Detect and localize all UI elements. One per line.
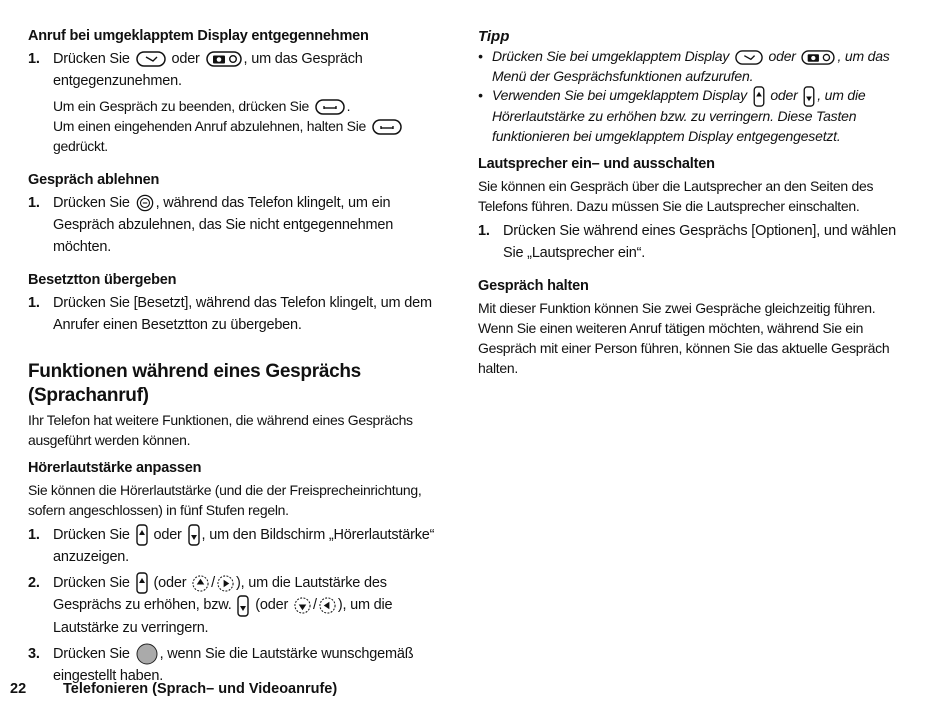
note-text: gedrückt. [53, 138, 108, 154]
camera-key-icon [206, 51, 242, 67]
nav-down-icon [294, 597, 311, 614]
step-volume-1 [28, 524, 438, 568]
note-text: . [346, 98, 351, 114]
step-number: 1. [478, 223, 490, 239]
volume-down-key-icon [237, 595, 249, 617]
step-text: ), um die Lautstärke des Gesprächs zu erhöhen, bzw. [53, 575, 387, 614]
heading-hold-call: Gespräch halten [478, 278, 589, 294]
nav-right-icon [217, 575, 234, 592]
intro-speaker: Sie können ein Gespräch über die Lautsprecher an den Seiten des Telefons führen. Dazu müssen Sie die Lautsprecher einschalten. [478, 178, 874, 214]
note-text: Um ein Gespräch zu beenden, drücken Sie [53, 98, 310, 114]
tip-text: , um das Menü der Gesprächsfunktionen aufzurufen. [492, 48, 890, 84]
step-text: , wenn Sie die Lautstärke wunschgemäß eingestellt haben. [53, 645, 414, 684]
step-speaker [478, 220, 898, 264]
call-key-icon [735, 50, 763, 65]
tip-text: oder [768, 48, 796, 64]
step-text: , um den Bildschirm „Hörerlautstärke“ anzuzeigen. [53, 527, 435, 566]
intro-volume: Sie können die Hörerlautstärke (und die der Freisprecheinrichtung, sofern angeschlossen) in fünf Stufen regeln. [28, 482, 422, 518]
reject-key-icon [136, 194, 154, 212]
step-text: Drücken Sie [53, 645, 130, 662]
heading-reject-call: Gespräch ablehnen [28, 172, 160, 188]
step-number: 2. [28, 575, 40, 592]
tip-text: Drücken Sie bei umgeklapptem Display [492, 48, 730, 64]
end-call-key-icon [372, 119, 402, 135]
end-call-key-icon [315, 99, 345, 115]
page-footer [10, 681, 337, 697]
heading-volume: Hörerlautstärke anpassen [28, 460, 202, 476]
step-text: oder [171, 51, 200, 67]
volume-up-key-icon [136, 572, 148, 594]
step-text: , um das Gespräch entgegenzunehmen. [53, 51, 363, 89]
step-answer [28, 48, 438, 92]
step-text: ), um die Lautstärke zu verringern. [53, 597, 393, 636]
heading-busy-tone: Besetztton übergeben [28, 272, 177, 288]
heading-speaker: Lautsprecher ein– und ausschalten [478, 156, 715, 172]
note-end-reject [53, 96, 438, 156]
step-text: oder [153, 527, 182, 543]
tip-text: oder [770, 87, 798, 104]
step-text: Drücken Sie [53, 527, 130, 543]
volume-down-key-icon [803, 86, 815, 107]
left-column [28, 28, 438, 691]
step-number: 3. [28, 645, 40, 662]
tip-heading: Tipp [478, 28, 510, 45]
step-reject [28, 192, 438, 258]
bullet: • [478, 87, 483, 103]
page-number: 22 [10, 681, 27, 697]
nav-left-icon [319, 597, 336, 614]
note-text: Um einen eingehenden Anruf abzulehnen, halten Sie [53, 118, 366, 134]
heading-functions-during-call: Funktionen während eines Gesprächs (Sprachanruf) [28, 361, 361, 406]
step-busy [28, 292, 438, 336]
step-text: / [211, 575, 216, 592]
volume-down-key-icon [188, 524, 200, 546]
step-text: Drücken Sie [53, 195, 130, 211]
center-key-icon [136, 643, 158, 665]
step-text: , während das Telefon klingelt, um ein Gespräch abzulehnen, das Sie nicht entgegennehmen möchten. [53, 195, 394, 255]
step-text: Drücken Sie [Besetzt], während das Telefon klingelt, um dem Anrufer einen Besetztton zu übergeben. [53, 295, 432, 333]
tip-text: Verwenden Sie bei umgeklapptem Display [492, 87, 747, 104]
step-text: (oder [153, 575, 187, 592]
step-number: 1. [28, 51, 40, 67]
bullet: • [478, 48, 483, 64]
camera-key-icon [801, 50, 835, 65]
intro-hold: Mit dieser Funktion können Sie zwei Gespräche gleichzeitig führen. Wenn Sie einen weiteren Anruf tätigen möchten, während Sie ein Gespräch mit einer Person führen, können Sie das aktuelle Gespräch halten. [478, 300, 890, 376]
step-text: (oder [255, 597, 289, 614]
tip-item-2 [478, 86, 898, 146]
step-number: 1. [28, 527, 40, 543]
nav-up-icon [192, 575, 209, 592]
tip-item-1 [478, 47, 898, 86]
step-number: 1. [28, 295, 40, 311]
call-key-icon [136, 51, 166, 67]
intro-functions: Ihr Telefon hat weitere Funktionen, die während eines Gesprächs ausgeführt werden können. [28, 412, 413, 448]
step-text: / [312, 597, 317, 614]
heading-answer-closed: Anruf bei umgeklapptem Display entgegennehmen [28, 28, 369, 44]
volume-up-key-icon [753, 86, 765, 107]
chapter-title: Telefonieren (Sprach– und Videoanrufe) [63, 681, 338, 697]
tip-text: , um die Hörerlautstärke zu erhöhen bzw. zu verringern. Diese Tasten funktionieren bei umgeklapptem Display entgegengesetzt. [492, 87, 866, 144]
step-text: Drücken Sie während eines Gesprächs [Optionen], und wählen Sie „Lautsprecher ein“. [503, 223, 897, 261]
step-text: Drücken Sie [53, 575, 130, 592]
right-column [478, 28, 898, 378]
step-text: Drücken Sie [53, 51, 130, 67]
volume-up-key-icon [136, 524, 148, 546]
step-number: 1. [28, 195, 40, 211]
step-volume-2 [28, 572, 438, 638]
